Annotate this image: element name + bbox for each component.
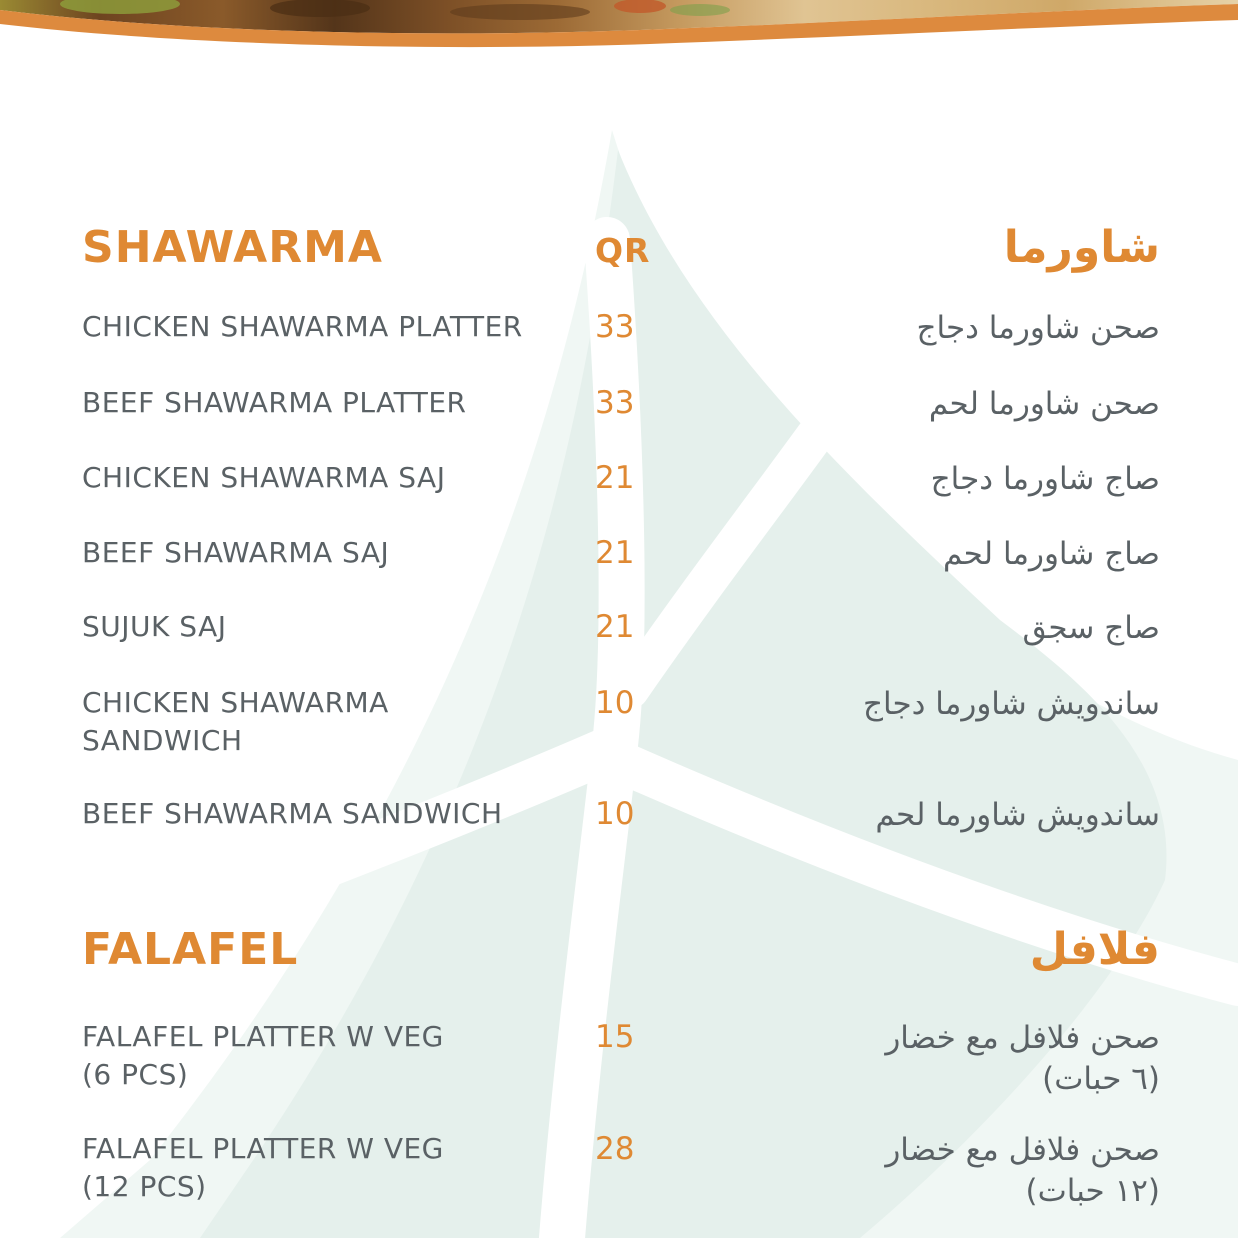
- item-name-en-line2: (6 PCS): [82, 1058, 189, 1091]
- item-name-en: CHICKEN SHAWARMA PLATTER: [82, 310, 523, 343]
- item-name-ar: صحن شاورما دجاج: [916, 310, 1160, 346]
- item-name-ar: صاج سجق: [1022, 610, 1160, 646]
- menu-item-row: [82, 534, 1160, 575]
- item-name-en-line2: SANDWICH: [82, 724, 243, 757]
- item-name-en-line1: FALAFEL PLATTER W VEG: [82, 1020, 444, 1053]
- item-name-en: BEEF SHAWARMA PLATTER: [82, 386, 467, 419]
- item-name-en: [82, 1130, 595, 1206]
- item-name-ar: ساندويش شاورما دجاج: [863, 686, 1160, 722]
- item-name-en-line2: (12 PCS): [82, 1170, 207, 1203]
- item-price: 21: [595, 609, 635, 645]
- item-name-ar: صحن شاورما لحم: [928, 386, 1160, 422]
- section-header-falafel: [82, 924, 1160, 976]
- section-title-en: SHAWARMA: [82, 222, 383, 273]
- currency-label: QR: [595, 231, 651, 270]
- item-name-en: [82, 684, 595, 760]
- item-price: 33: [595, 309, 635, 345]
- item-name-ar: [715, 1018, 1160, 1100]
- item-name-ar: صاج شاورما لحم: [943, 536, 1160, 572]
- item-name-en: BEEF SHAWARMA SAJ: [82, 536, 390, 569]
- section-title-ar: فلافل: [1029, 924, 1160, 975]
- item-name-ar-line2: (١٢ حبات): [1025, 1173, 1160, 1209]
- item-price: 10: [595, 796, 635, 832]
- item-name-en: [82, 1018, 595, 1094]
- item-price: 21: [595, 460, 635, 496]
- item-name-ar: ساندويش شاورما لحم: [875, 797, 1160, 833]
- menu-item-row: [82, 684, 1160, 760]
- menu-item-row: [82, 1018, 1160, 1100]
- item-name-en-line1: FALAFEL PLATTER W VEG: [82, 1132, 444, 1165]
- item-name-en: SUJUK SAJ: [82, 610, 227, 643]
- item-price: 28: [595, 1131, 635, 1167]
- menu-item-row: [82, 308, 1160, 349]
- item-price: 33: [595, 385, 635, 421]
- section-title-ar: شاورما: [1003, 222, 1160, 273]
- item-price: 21: [595, 535, 635, 571]
- item-price: 15: [595, 1019, 635, 1055]
- item-name-ar: صاج شاورما دجاج: [930, 461, 1160, 497]
- item-name-ar-line2: (٦ حبات): [1042, 1061, 1160, 1097]
- menu-item-row: [82, 384, 1160, 425]
- item-name-en: CHICKEN SHAWARMA SAJ: [82, 461, 446, 494]
- menu-item-row: [82, 459, 1160, 500]
- item-name-ar-line1: صحن فلافل مع خضار: [885, 1132, 1160, 1168]
- section-header-shawarma: [82, 222, 1160, 274]
- menu-item-row: [82, 1130, 1160, 1212]
- menu-item-row: [82, 608, 1160, 649]
- item-name-ar: [715, 1130, 1160, 1212]
- item-price: 10: [595, 685, 635, 721]
- item-name-ar-line1: صحن فلافل مع خضار: [885, 1020, 1160, 1056]
- menu-item-row: [82, 795, 1160, 836]
- item-name-en: BEEF SHAWARMA SANDWICH: [82, 797, 503, 830]
- item-name-en-line1: CHICKEN SHAWARMA: [82, 686, 389, 719]
- section-title-en: FALAFEL: [82, 924, 299, 975]
